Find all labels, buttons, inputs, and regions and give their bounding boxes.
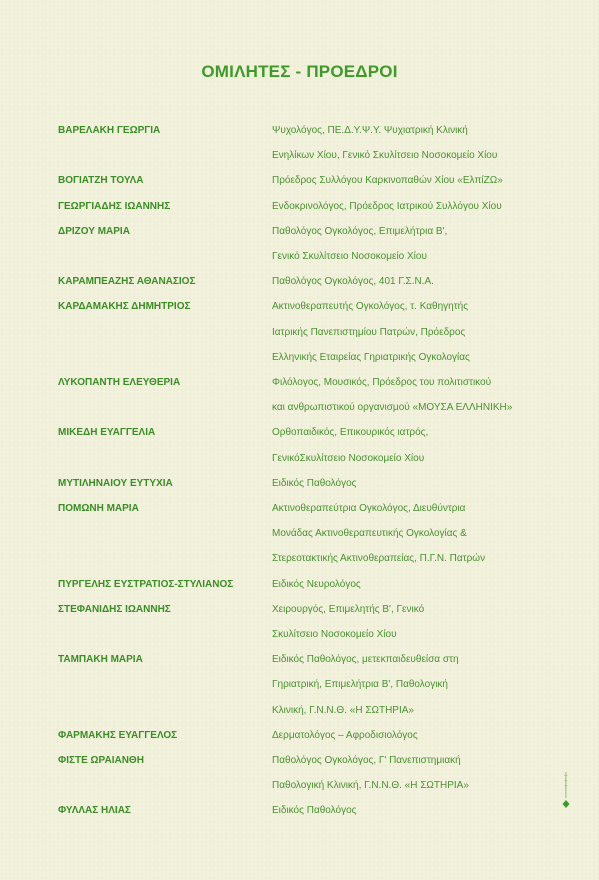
speaker-description bbox=[272, 597, 558, 647]
speaker-description bbox=[272, 723, 558, 748]
speaker-entry bbox=[58, 168, 558, 193]
speaker-name: ΦΙΣΤΕ ΩΡΑΙΑΝΘΗ bbox=[58, 755, 144, 767]
speaker-description-line: Παθολογική Κλινική, Γ.Ν.Ν.Θ. «Η ΣΩΤΗΡΙΑ» bbox=[272, 780, 469, 792]
speaker-description-line: Παθολόγος Ογκολόγος, 401 Γ.Σ.Ν.Α. bbox=[272, 276, 434, 288]
speaker-name: ΚΑΡΔΑΜΑΚΗΣ ΔΗΜΗΤΡΙΟΣ bbox=[58, 301, 191, 313]
speaker-description bbox=[272, 748, 558, 798]
speaker-description-line: ΓενικόΣκυλίτσειο Νοσοκομείο Χίου bbox=[272, 452, 425, 464]
speaker-description-line: Ενηλίκων Χίου, Γενικό Σκυλίτσειο Νοσοκομείο Χίου bbox=[272, 150, 498, 162]
speaker-entry bbox=[58, 647, 558, 723]
speaker-description bbox=[272, 194, 558, 219]
speaker-description bbox=[272, 118, 558, 168]
speaker-description-line: Ελληνικής Εταιρείας Γηριατρικής Ογκολογίας bbox=[272, 351, 470, 363]
speaker-name: ΓΕΩΡΓΙΑΔΗΣ ΙΩΑΝΝΗΣ bbox=[58, 200, 171, 212]
speaker-entry bbox=[58, 496, 558, 572]
speaker-description-line: Δερματολόγος – Αφροδισιολόγος bbox=[272, 729, 418, 741]
speaker-description bbox=[272, 496, 558, 572]
speaker-name: ΤΑΜΠΑΚΗ ΜΑΡΙΑ bbox=[58, 654, 143, 666]
speaker-entry bbox=[58, 748, 558, 798]
speaker-description-line: Ψυχολόγος, ΠΕ.Δ.Υ.Ψ.Υ. Ψυχιατρική Κλινική bbox=[272, 125, 468, 136]
speaker-entry bbox=[58, 597, 558, 647]
speaker-description-line: Μονάδας Ακτινοθεραπευτικής Ογκολογίας & bbox=[272, 528, 467, 540]
speaker-entry bbox=[58, 471, 558, 496]
speaker-description-line: Χειρουργός, Επιμελητής Β', Γενικό bbox=[272, 603, 425, 615]
speaker-name: ΜΥΤΙΛΗΝΑΙΟΥ ΕΥΤΥΧΙΑ bbox=[58, 477, 173, 489]
speaker-description-line: Γενικό Σκυλίτσειο Νοσοκομείο Χίου bbox=[272, 251, 427, 263]
speaker-list bbox=[58, 118, 558, 824]
speaker-description bbox=[272, 370, 558, 420]
speaker-entry bbox=[58, 269, 558, 294]
speaker-entry bbox=[58, 219, 558, 269]
speaker-entry bbox=[58, 798, 558, 823]
speaker-description-line: Ακτινοθεραπεύτρια Ογκολόγος, Διευθύντρια bbox=[272, 503, 466, 515]
speaker-entry bbox=[58, 370, 558, 420]
speaker-description-line: Γηριατρική, Επιμελήτρια Β', Παθολογική bbox=[272, 679, 448, 691]
speaker-entry bbox=[58, 572, 558, 597]
speaker-description bbox=[272, 471, 558, 496]
page-title: ΟΜΙΛΗΤΕΣ - ΠΡΟΕΔΡΟΙ bbox=[201, 62, 398, 81]
speaker-name: ΠΟΜΩΝΗ ΜΑΡΙΑ bbox=[58, 503, 139, 515]
speaker-description-line: Σκυλίτσειο Νοσοκομείο Χίου bbox=[272, 629, 397, 641]
speaker-description-line: Παθολόγος Ογκολόγος, Επιμελήτρια Β', bbox=[272, 225, 448, 237]
speaker-description bbox=[272, 420, 558, 470]
speaker-description bbox=[272, 168, 558, 193]
speaker-name: ΦΥΛΛΑΣ ΗΛΙΑΣ bbox=[58, 805, 131, 817]
speaker-entry bbox=[58, 420, 558, 470]
speaker-description-line: Στερεοτακτικής Ακτινοθεραπείας, Π.Γ.Ν. Πατρών bbox=[272, 553, 486, 565]
speaker-description-line: Ειδικός Νευρολόγος bbox=[272, 578, 361, 590]
speaker-description-line: Παθολόγος Ογκολόγος, Γ' Πανεπιστημιακή bbox=[272, 755, 461, 767]
speaker-description-line: Ιατρικής Πανεπιστημίου Πατρών, Πρόεδρος bbox=[272, 326, 466, 338]
speaker-description bbox=[272, 294, 558, 370]
speaker-description-line: Ειδικός Παθολόγος, μετεκπαιδευθείσα στη bbox=[272, 654, 459, 666]
speaker-name: ΛΥΚΟΠΑΝΤΗ ΕΛΕΥΘΕΡΙΑ bbox=[58, 377, 181, 389]
speaker-description-line: Κλινική, Γ.Ν.Ν.Θ. «Η ΣΩΤΗΡΙΑ» bbox=[272, 704, 414, 716]
speaker-entry bbox=[58, 118, 558, 168]
speaker-name: ΒΟΓΙΑΤΖΗ ΤΟΥΛΑ bbox=[58, 175, 144, 187]
speaker-name: ΣΤΕΦΑΝΙΔΗΣ ΙΩΑΝΝΗΣ bbox=[58, 603, 171, 615]
speaker-description-line: Ειδικός Παθολόγος bbox=[272, 477, 357, 489]
speaker-description-line: Ειδικός Παθολόγος bbox=[272, 805, 357, 817]
speaker-entry bbox=[58, 294, 558, 370]
speaker-description bbox=[272, 269, 558, 294]
speaker-description bbox=[272, 572, 558, 597]
speaker-description bbox=[272, 798, 558, 823]
speaker-name: ΦΑΡΜΑΚΗΣ ΕΥΑΓΓΕΛΟΣ bbox=[58, 729, 178, 741]
vertical-logo-mark-icon bbox=[561, 772, 571, 812]
speaker-description bbox=[272, 647, 558, 723]
speaker-name: ΒΑΡΕΛΑΚΗ ΓΕΩΡΓΙΑ bbox=[58, 125, 161, 136]
speaker-entry bbox=[58, 723, 558, 748]
speaker-name: ΔΡΙΖΟΥ ΜΑΡΙΑ bbox=[58, 225, 130, 237]
speaker-description-line: Πρόεδρος Συλλόγου Καρκινοπαθών Χίου «ΕλπίΖΩ» bbox=[272, 175, 503, 187]
speaker-description-line: Ακτινοθεραπευτής Ογκολόγος, τ. Καθηγητής bbox=[272, 301, 469, 313]
speaker-entry bbox=[58, 194, 558, 219]
speaker-name: ΠΥΡΓΕΛΗΣ ΕΥΣΤΡΑΤΙΟΣ-ΣΤΥΛΙΑΝΟΣ bbox=[58, 578, 234, 590]
speaker-description bbox=[272, 219, 558, 269]
speaker-name: ΚΑΡΑΜΠΕΑΖΗΣ ΑΘΑΝΑΣΙΟΣ bbox=[58, 276, 196, 288]
speaker-description-line: Ενδοκρινολόγος, Πρόεδρος Ιατρικού Συλλόγου Χίου bbox=[272, 200, 502, 212]
speaker-description-line: και ανθρωπιστικού οργανισμού «ΜΟΥΣΑ ΕΛΛΗΝΙΚΗ» bbox=[272, 402, 513, 414]
speaker-name: ΜΙΚΕΔΗ ΕΥΑΓΓΕΛΙΑ bbox=[58, 427, 156, 439]
speaker-description-line: Ορθοπαιδικός, Επικουρικός ιατρός, bbox=[272, 427, 429, 439]
speaker-description-line: Φιλόλογος, Μουσικός, Πρόεδρος του πολιτιστικού bbox=[272, 377, 492, 389]
